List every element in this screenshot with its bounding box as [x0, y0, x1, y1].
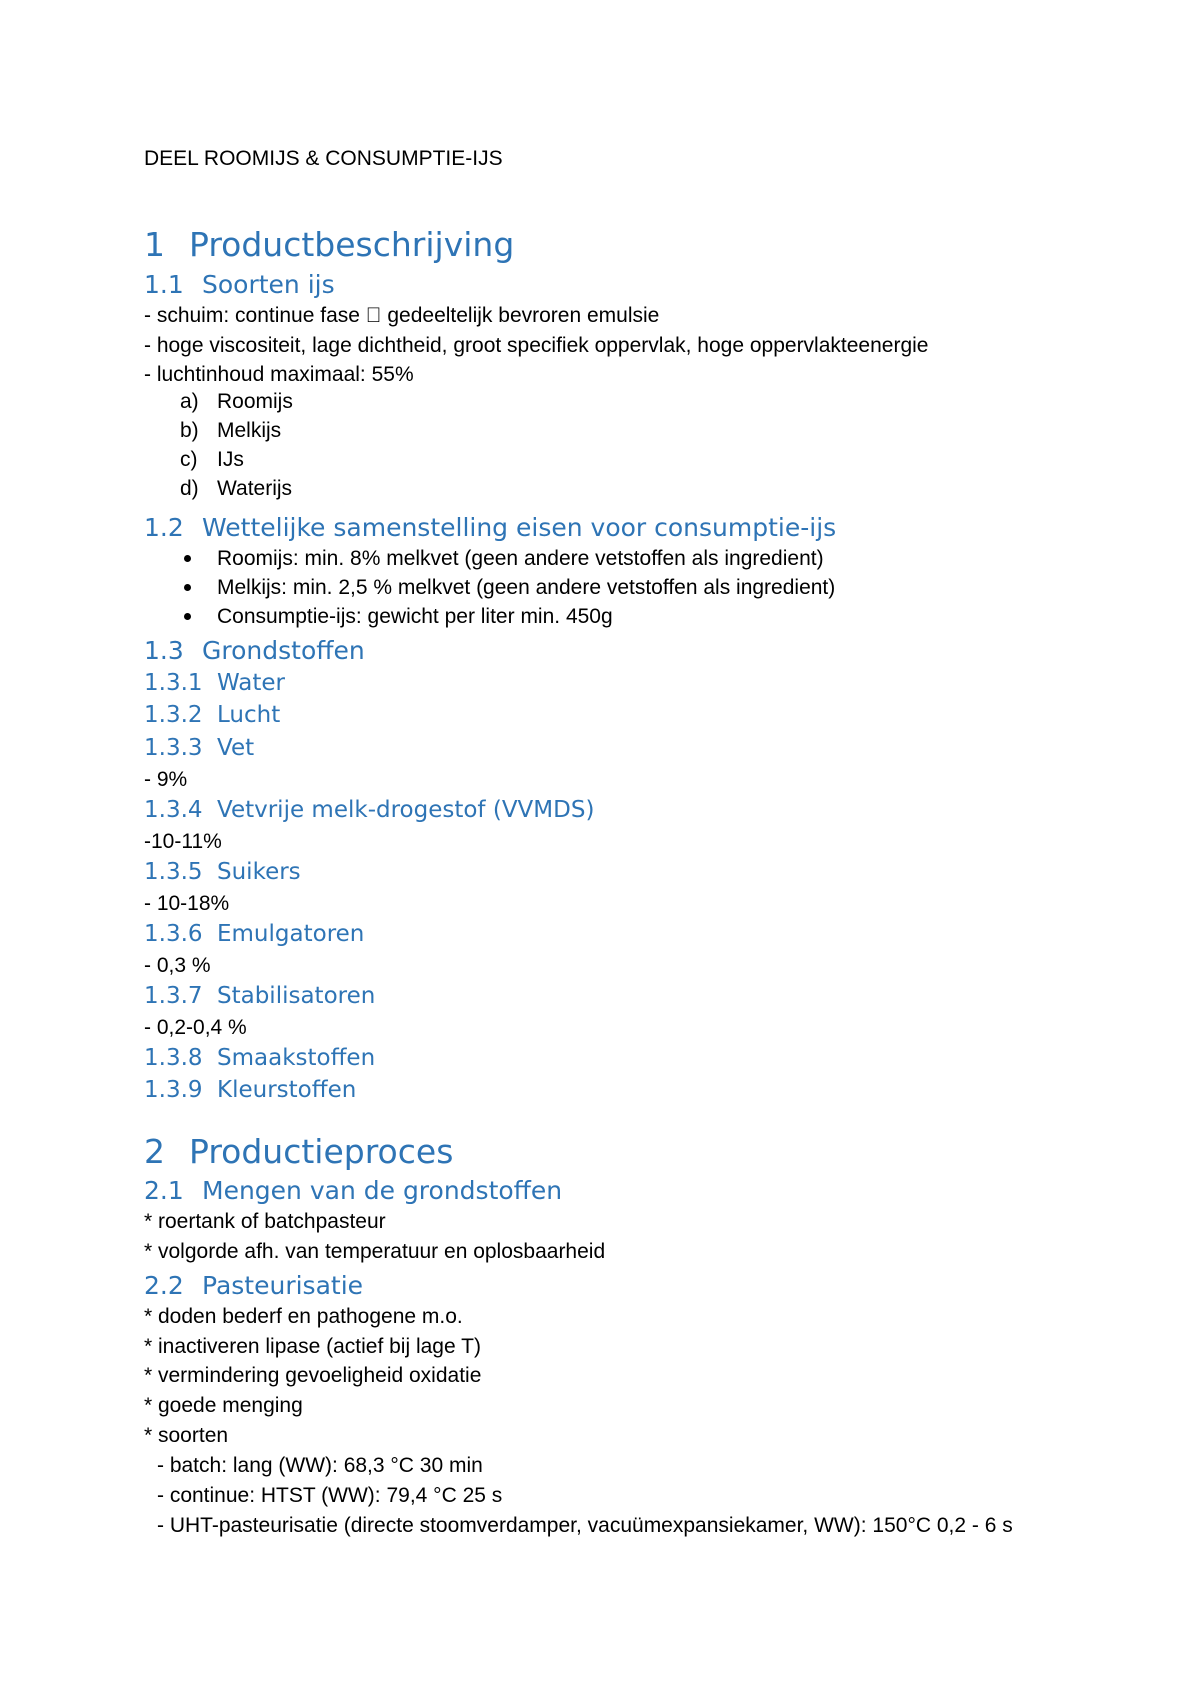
- heading-1-3-3: [144, 735, 254, 761]
- paragraph-line: -10-11%: [144, 830, 222, 853]
- heading-text: Vet: [217, 735, 255, 761]
- paragraph-line: - batch: lang (WW): 68,3 °C 30 min: [157, 1454, 483, 1477]
- heading-1-3-9: [144, 1077, 356, 1103]
- bullet-item: Melkijs: min. 2,5 % melkvet (geen andere vetstoffen als ingredient): [217, 576, 836, 599]
- heading-1-3-8: [144, 1045, 375, 1071]
- heading-2-2: [144, 1271, 363, 1300]
- heading-number: 1.2: [144, 513, 184, 542]
- heading-number: 1.3: [144, 636, 184, 665]
- paragraph-line: * goede menging: [144, 1394, 303, 1417]
- paragraph-line: - 10-18%: [144, 892, 230, 915]
- heading-text: Suikers: [217, 859, 301, 885]
- paragraph-line: - schuim: continue fase gedeeltelijk bevroren emulsie: [144, 304, 638, 327]
- bullet-icon: [184, 584, 191, 591]
- bullet-item: Roomijs: min. 8% melkvet (geen andere vetstoffen als ingredient): [217, 547, 824, 570]
- heading-text: Mengen van de grondstoffen: [202, 1176, 563, 1205]
- list-item: Melkijs: [217, 419, 282, 442]
- heading-1-3-2: [144, 702, 280, 728]
- list-item: Waterijs: [217, 477, 293, 500]
- paragraph-line: - luchtinhoud maximaal: 55%: [144, 363, 414, 386]
- heading-text: Productbeschrijving: [189, 225, 515, 264]
- bullet-icon: [184, 555, 191, 562]
- bullet-icon: [184, 613, 191, 620]
- heading-number: 1.3.5: [144, 859, 203, 885]
- heading-1-2: [144, 513, 836, 542]
- heading-1-3-1: [144, 670, 285, 696]
- heading-text: Kleurstoffen: [217, 1077, 357, 1103]
- heading-number: 1.3.2: [144, 702, 203, 728]
- heading-1-3: [144, 636, 365, 665]
- list-item: IJs: [217, 448, 244, 471]
- heading-number: 2.1: [144, 1176, 184, 1205]
- heading-1-3-7: [144, 983, 375, 1009]
- heading-text: Productieproces: [189, 1132, 454, 1171]
- heading-number: 1.3.3: [144, 735, 203, 761]
- heading-text: Vetvrije melk-drogestof (VVMDS): [217, 797, 595, 823]
- bullet-item: Consumptie-ijs: gewicht per liter min. 450g: [217, 605, 613, 628]
- heading-1: [144, 225, 514, 264]
- heading-2-1: [144, 1176, 562, 1205]
- heading-number: 1.3.7: [144, 983, 203, 1009]
- heading-text: Smaakstoffen: [217, 1045, 376, 1071]
- heading-text: Grondstoffen: [202, 636, 365, 665]
- list-item: Roomijs: [217, 390, 293, 413]
- heading-number: 1.1: [144, 270, 184, 299]
- paragraph-line: - 9%: [144, 768, 188, 791]
- heading-1-1: [144, 270, 335, 299]
- paragraph-line: * soorten: [144, 1424, 229, 1447]
- heading-number: 2.2: [144, 1271, 184, 1300]
- list-marker: a): [180, 390, 199, 413]
- heading-number: 1.3.1: [144, 670, 203, 696]
- heading-number: 1.3.4: [144, 797, 203, 823]
- paragraph-line: - continue: HTST (WW): 79,4 °C 25 s: [157, 1484, 503, 1507]
- heading-text: Stabilisatoren: [217, 983, 376, 1009]
- heading-text: Emulgatoren: [217, 921, 365, 947]
- paragraph-line: * vermindering gevoeligheid oxidatie: [144, 1364, 482, 1387]
- heading-number: 1.3.9: [144, 1077, 203, 1103]
- heading-text: Soorten ijs: [202, 270, 335, 299]
- list-marker: b): [180, 419, 199, 442]
- heading-number: 1: [144, 225, 165, 264]
- list-marker: d): [180, 477, 199, 500]
- paragraph-line: * volgorde afh. van temperatuur en oplosbaarheid: [144, 1240, 606, 1263]
- heading-1-3-4: [144, 797, 594, 823]
- paragraph-line: - UHT-pasteurisatie (directe stoomverdamper, vacuümexpansiekamer, WW): 150°C 0,2 - 6 s: [157, 1514, 1013, 1537]
- heading-number: 1.3.6: [144, 921, 203, 947]
- heading-2: [144, 1132, 453, 1171]
- heading-text: Lucht: [217, 702, 281, 728]
- heading-number: 2: [144, 1132, 165, 1171]
- heading-text: Pasteurisatie: [202, 1271, 364, 1300]
- heading-text: Wettelijke samenstelling eisen voor consumptie-ijs: [202, 513, 837, 542]
- paragraph-line: - 0,2-0,4 %: [144, 1016, 247, 1039]
- paragraph-line: * doden bederf en pathogene m.o.: [144, 1305, 463, 1328]
- paragraph-line: * inactiveren lipase (actief bij lage T): [144, 1335, 481, 1358]
- paragraph-line: * roertank of batchpasteur: [144, 1210, 386, 1233]
- paragraph-line: - 0,3 %: [144, 954, 211, 977]
- paragraph-line: - hoge viscositeit, lage dichtheid, groot specifiek oppervlak, hoge oppervlakteenergie: [144, 334, 929, 357]
- heading-number: 1.3.8: [144, 1045, 203, 1071]
- heading-text: Water: [217, 670, 285, 696]
- heading-1-3-6: [144, 921, 364, 947]
- document-title: DEEL ROOMIJS & CONSUMPTIE-IJS: [144, 147, 503, 170]
- heading-1-3-5: [144, 859, 301, 885]
- list-marker: c): [180, 448, 198, 471]
